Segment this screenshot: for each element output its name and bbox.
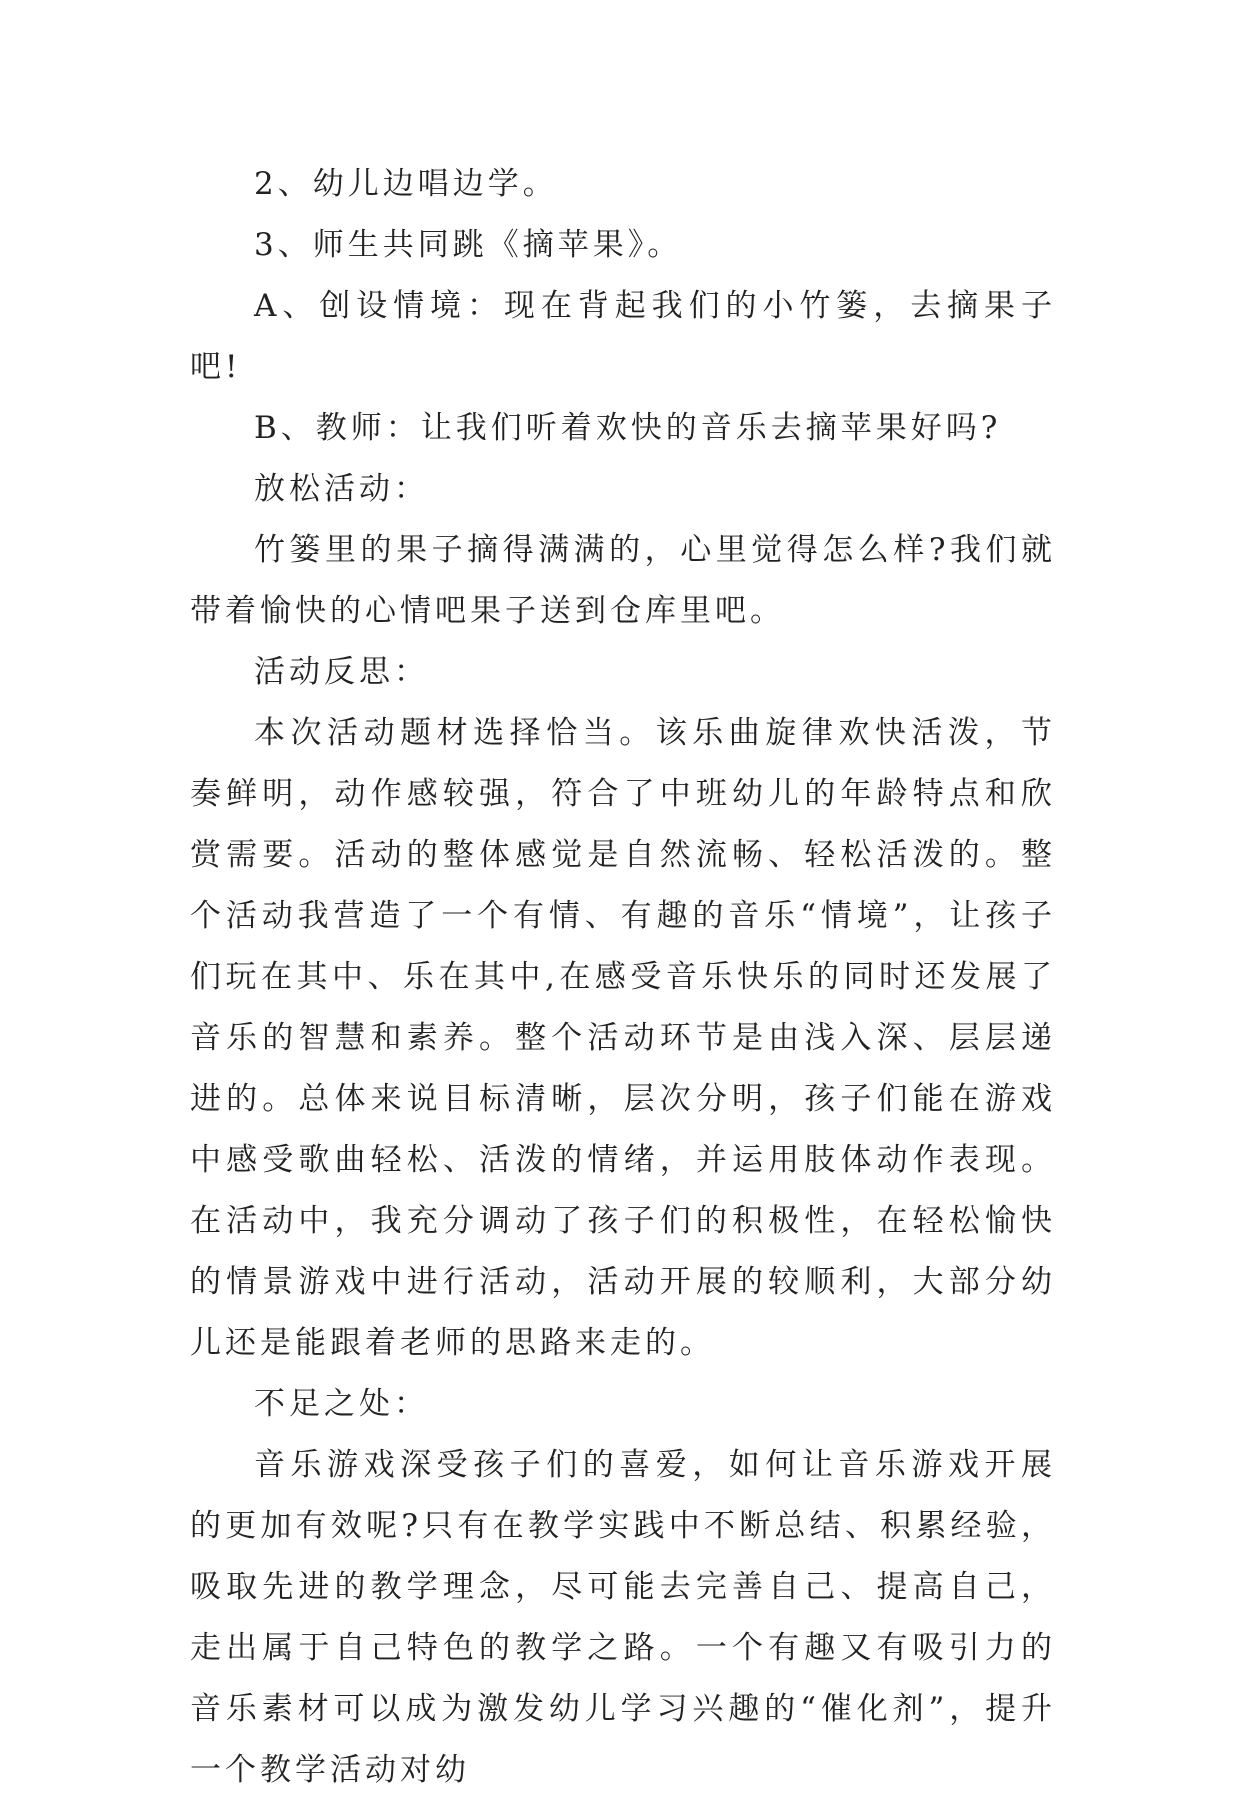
section-heading-shortcomings: 不足之处： [254, 1386, 429, 1422]
paragraph-step-3: 3、师生共同跳《摘苹果》。 [254, 227, 683, 263]
section-heading-relax: 放松活动： [254, 471, 429, 507]
paragraph-relax: 竹篓里的果子摘得满满的，心里觉得怎么样?我们就带着愉快的心情吧果子送到仓库里吧。 [190, 532, 1056, 629]
paragraph-step-2: 2、幼儿边唱边学。 [254, 166, 558, 202]
document-body [190, 154, 1056, 1801]
paragraph-step-b: B、教师：让我们听着欢快的音乐去摘苹果好吗? [254, 410, 1002, 446]
section-heading-reflection: 活动反思： [254, 654, 429, 690]
paragraph-shortcomings: 音乐游戏深受孩子们的喜爱，如何让音乐游戏开展的更加有效呢?只有在教学实践中不断总结、积累经验，吸取先进的教学理念，尽可能去完善自己、提高自己，走出属于自己特色的教学之路。一个有趣又有吸引力的音乐素材可以成为激发幼儿学习兴趣的“催化剂”，提升一个教学活动对幼 [190, 1447, 1056, 1788]
paragraph-step-a: A、创设情境：现在背起我们的小竹篓，去摘果子吧! [190, 288, 1056, 385]
paragraph-reflection: 本次活动题材选择恰当。该乐曲旋律欢快活泼，节奏鲜明，动作感较强，符合了中班幼儿的年龄特点和欣赏需要。活动的整体感觉是自然流畅、轻松活泼的。整个活动我营造了一个有情、有趣的音乐“情境”，让孩子们玩在其中、乐在其中,在感受音乐快乐的同时还发展了音乐的智慧和素养。整个活动环节是由浅入深、层层递进的。总体来说目标清晰，层次分明，孩子们能在游戏中感受歌曲轻松、活泼的情绪，并运用肢体动作表现。在活动中，我充分调动了孩子们的积极性，在轻松愉快的情景游戏中进行活动，活动开展的较顺利，大部分幼儿还是能跟着老师的思路来走的。 [190, 715, 1056, 1361]
